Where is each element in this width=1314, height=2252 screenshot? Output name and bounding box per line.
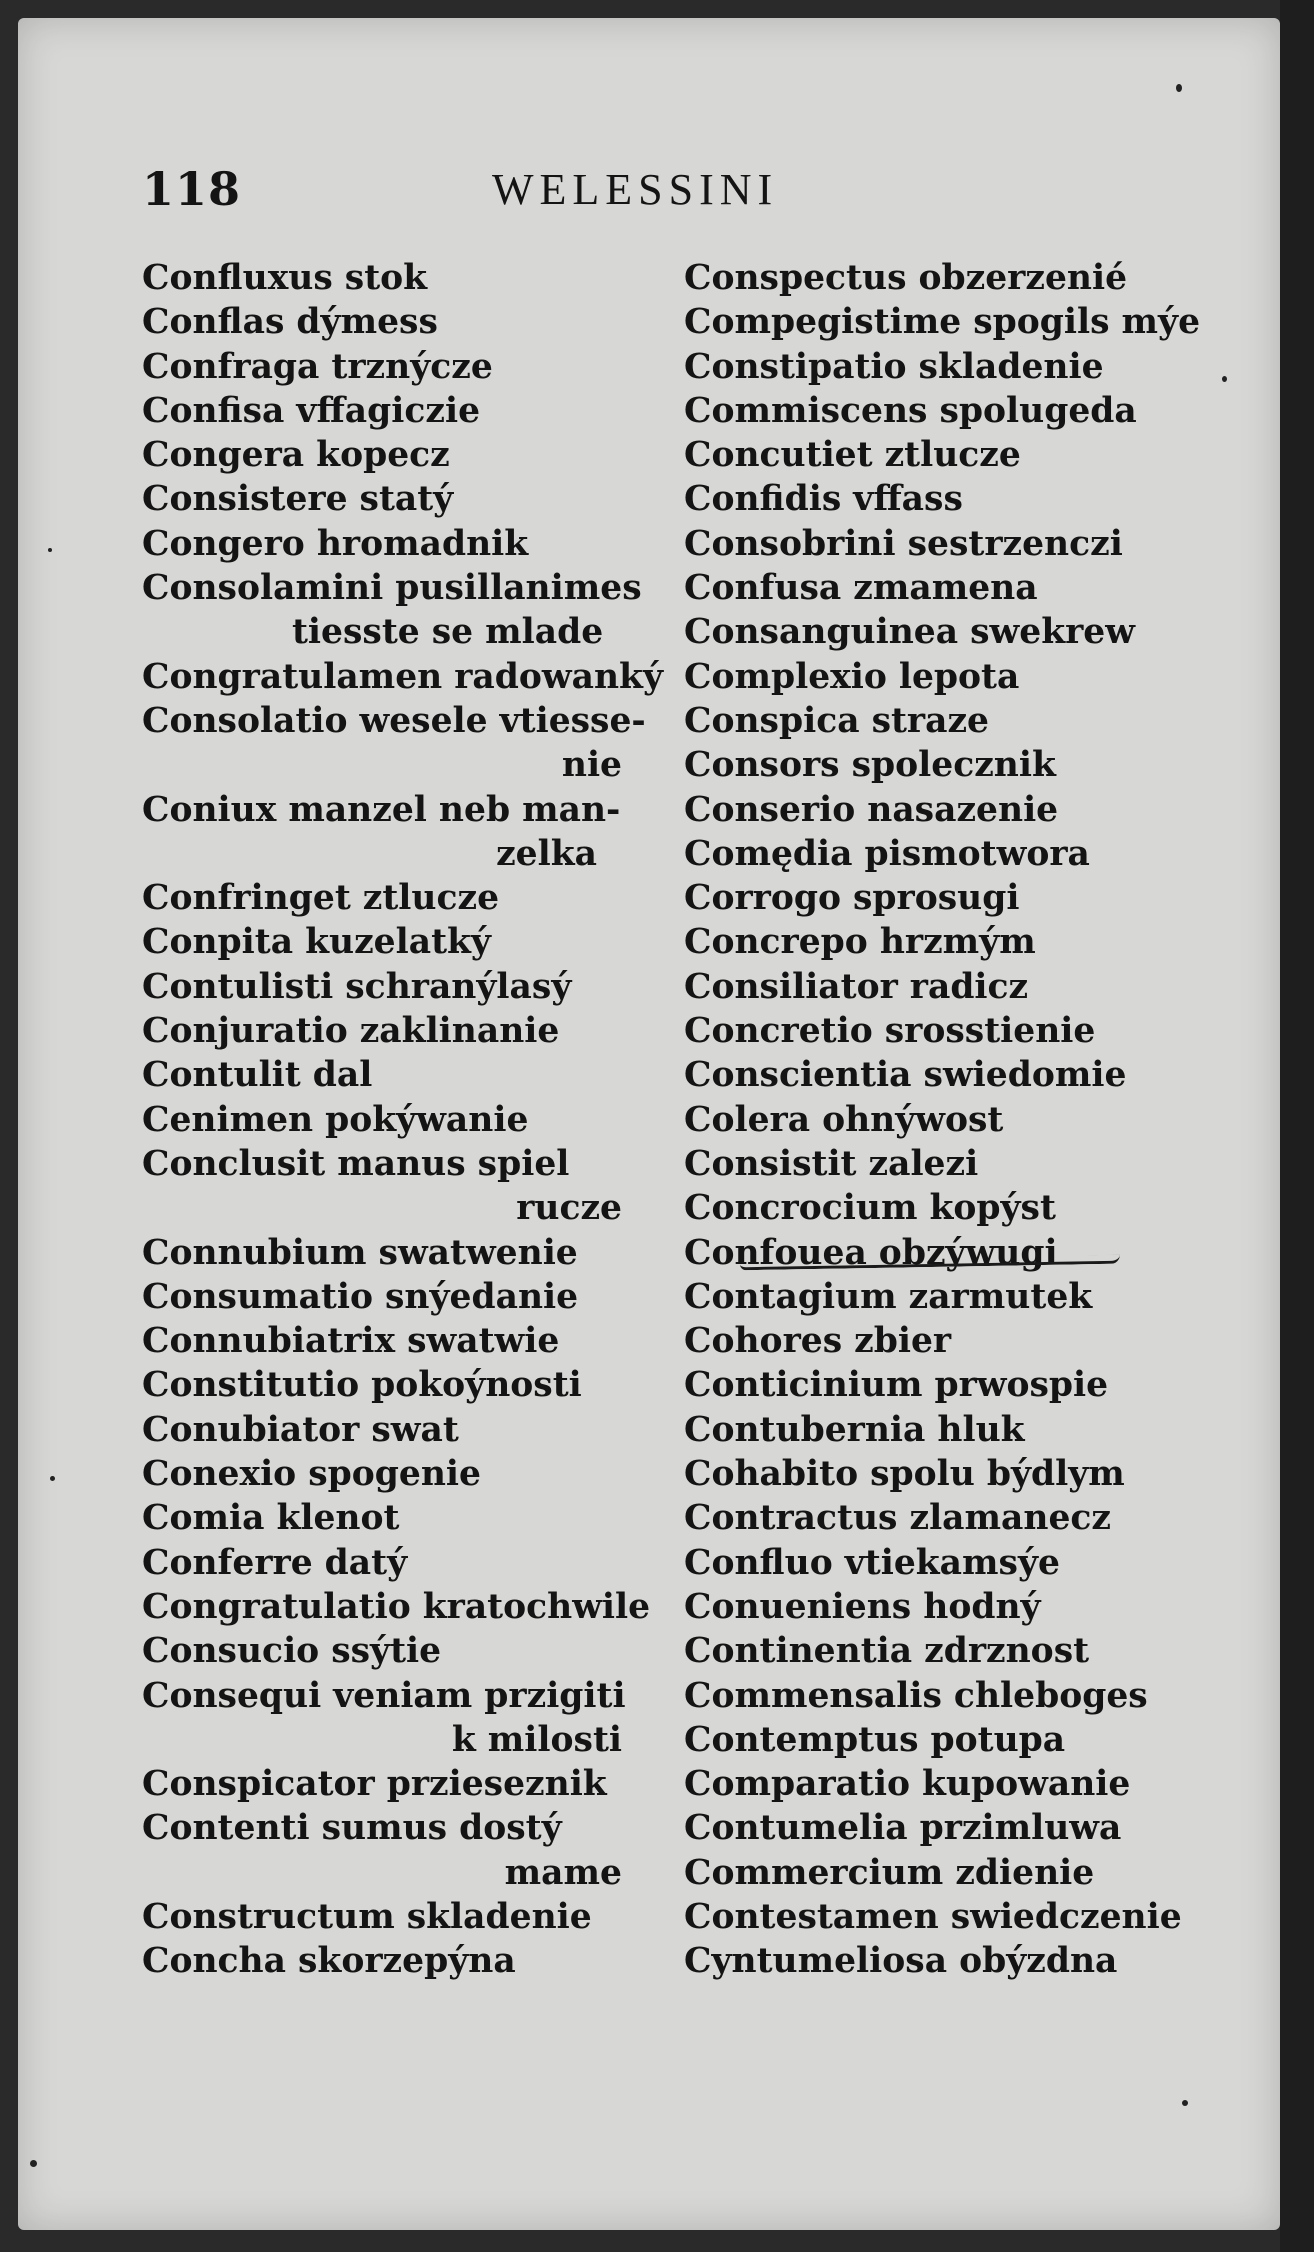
left-entry: Consolatio wesele vtiesse-: [142, 700, 646, 741]
left-entry: Congera kopecz: [142, 435, 450, 476]
scan-speck: [30, 2160, 37, 2167]
right-entry: Comparatio kupowanie: [684, 1764, 1131, 1805]
right-entry: Cohores zbier: [684, 1321, 952, 1362]
right-entry: Concretio srosstienie: [684, 1011, 1096, 1052]
right-entry: Commensalis chleboges: [684, 1675, 1148, 1716]
left-entry: Consolamini pusillanimes: [142, 568, 642, 609]
right-entry: Conserio nasazenie: [684, 789, 1059, 830]
right-entry: Constipatio skladenie: [684, 346, 1104, 387]
left-entry: Consequi veniam przigiti: [142, 1675, 626, 1716]
right-entry: Consiliator radicz: [684, 966, 1029, 1007]
left-entry: tiesste se mlade: [292, 612, 604, 653]
left-entry: Confluxus stok: [142, 258, 428, 298]
left-entry: Congratulatio kratochwile: [142, 1586, 651, 1627]
left-entry: Constructum skladenie: [142, 1896, 592, 1937]
page-header: [142, 162, 1142, 222]
left-entry: Contenti sumus dostý: [142, 1808, 562, 1849]
right-entry: Consistit zalezi: [684, 1143, 979, 1184]
left-entry: Connubiatrix swatwie: [142, 1321, 560, 1362]
left-entry: Conubiator swat: [142, 1409, 459, 1450]
right-entry: Conspectus obzerzenié: [684, 258, 1128, 298]
right-entry: Concutiet ztlucze: [684, 435, 1021, 476]
right-column: [684, 256, 1204, 1984]
left-entry: Constitutio pokoýnosti: [142, 1365, 582, 1406]
left-entry: Conpita kuzelatký: [142, 922, 491, 963]
right-entry: Conticinium prwospie: [684, 1365, 1109, 1406]
right-entry: Commiscens spolugeda: [684, 390, 1137, 431]
right-entry: Confusa zmamena: [684, 568, 1038, 609]
left-entry: Congratulamen radowanký: [142, 656, 663, 697]
left-entry: Conferre datý: [142, 1542, 408, 1583]
left-entry: Consucio ssýtie: [142, 1631, 442, 1672]
left-entry: mame: [504, 1852, 622, 1893]
scan-speck: [1176, 84, 1182, 92]
left-entry: Conflas dýmess: [142, 302, 438, 343]
right-entry: Consors spolecznik: [684, 745, 1056, 786]
scan-edge-shadow: [1280, 0, 1314, 2252]
right-entry: Conueniens hodný: [684, 1586, 1041, 1627]
left-entry: Consumatio snýedanie: [142, 1276, 579, 1317]
left-entry: Conexio spogenie: [142, 1454, 481, 1495]
right-entry: Continentia zdrznost: [684, 1631, 1090, 1672]
right-entry: Comędia pismotwora: [684, 833, 1090, 874]
scan-speck: [50, 1476, 55, 1481]
left-entry: Comia klenot: [142, 1498, 400, 1539]
scan-speck: [48, 548, 52, 552]
right-entry: Cohabito spolu býdlym: [684, 1454, 1125, 1495]
right-entry: Concrepo hrzmým: [684, 922, 1036, 963]
left-entry: Confraga trznýcze: [142, 346, 493, 387]
right-entry: Commercium zdienie: [684, 1852, 1095, 1893]
right-entry: Conscientia swiedomie: [684, 1055, 1127, 1096]
right-entry: Complexio lepota: [684, 656, 1020, 697]
left-entry: Coniux manzel neb man-: [142, 789, 621, 830]
left-entry: Conclusit manus spiel: [142, 1143, 570, 1184]
left-entry: rucze: [516, 1188, 622, 1229]
left-entry: k milosti: [451, 1719, 622, 1760]
left-entry: Conjuratio zaklinanie: [142, 1011, 560, 1052]
left-entry: Confisa vffagiczie: [142, 390, 481, 431]
right-entry: Consanguinea swekrew: [684, 612, 1135, 653]
right-entry: Contagium zarmutek: [684, 1276, 1093, 1317]
right-entry: Corrogo sprosugi: [684, 878, 1020, 919]
left-entry: nie: [561, 745, 622, 786]
right-entry: Conspica straze: [684, 700, 990, 741]
left-entry: Contulisti schranýlasý: [142, 966, 572, 1007]
right-entry: Contubernia hluk: [684, 1409, 1025, 1450]
left-entry: Connubium swatwenie: [142, 1232, 578, 1273]
left-entry: Cenimen pokýwanie: [142, 1099, 529, 1140]
right-entry: Confidis vffass: [684, 479, 963, 520]
left-entry: Concha skorzepýna: [142, 1941, 516, 1982]
left-entry: Congero hromadnik: [142, 523, 529, 564]
right-entry: Contractus zlamanecz: [684, 1498, 1112, 1539]
right-entry: Compegistime spogils mýe: [684, 302, 1201, 343]
right-entry: Contemptus potupa: [684, 1719, 1066, 1760]
left-entry: Consistere statý: [142, 479, 454, 520]
left-entry: Contulit dal: [142, 1055, 373, 1096]
right-entry: Colera ohnýwost: [684, 1099, 1004, 1140]
right-entry: Contumelia przimluwa: [684, 1808, 1122, 1849]
left-entry: Conspicator przieseznik: [142, 1764, 607, 1805]
running-title: WELESSINI: [492, 165, 779, 214]
right-entry: Concrocium kopýst: [684, 1188, 1056, 1229]
scan-speck: [1182, 2100, 1188, 2106]
right-entry: Confluo vtiekamsýe: [684, 1542, 1060, 1583]
right-entry: Confouea obzýwugi: [684, 1232, 1058, 1273]
right-entry: Cyntumeliosa obýzdna: [684, 1941, 1118, 1982]
left-entry: zelka: [496, 833, 597, 874]
page-number: 118: [142, 162, 242, 216]
scan-speck: [1222, 376, 1227, 382]
right-entry: Contestamen swiedczenie: [684, 1896, 1182, 1937]
left-column: [142, 256, 663, 1984]
right-entry: Consobrini sestrzenczi: [684, 523, 1123, 564]
left-entry: Confringet ztlucze: [142, 878, 500, 919]
